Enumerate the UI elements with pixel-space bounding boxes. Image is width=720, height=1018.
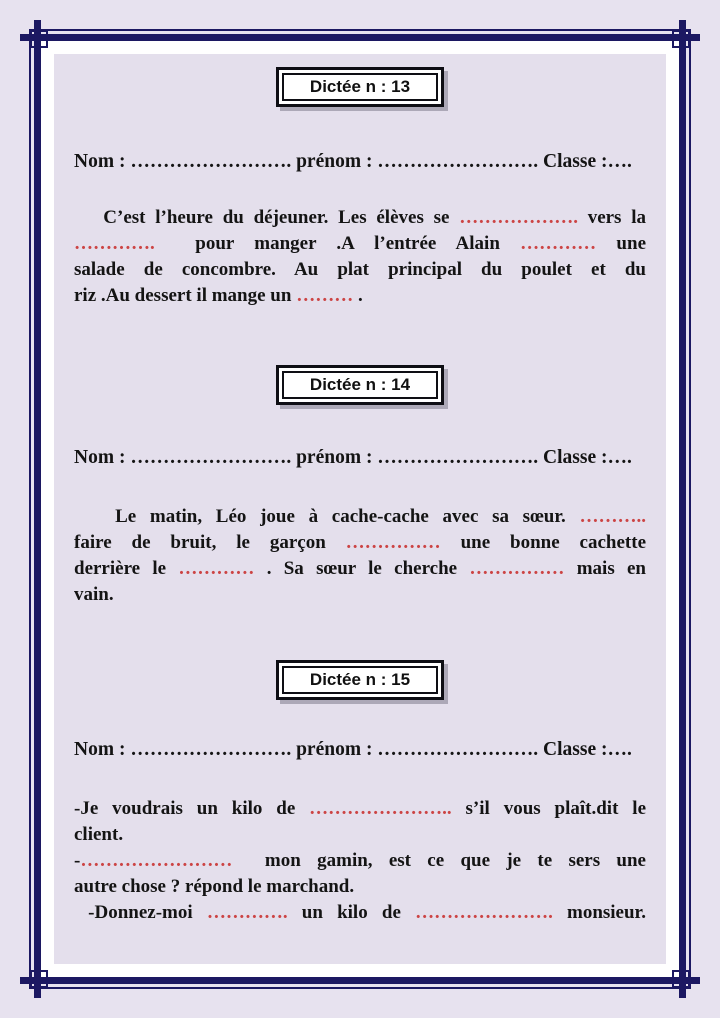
sheet [41,41,679,977]
text-run: pour manger .A l’entrée Alain [154,233,521,254]
dictee-13-title: Dictée n : 13 [282,73,438,101]
text-run: . Sa sœur le cherche [254,558,470,579]
blank-dots: …………… [345,532,441,553]
blank-dots: …………… [469,558,565,579]
text-line [74,530,646,556]
text-line [74,283,646,309]
text-line [74,848,646,874]
text-run: monsieur. [552,902,646,923]
blank-dots: …………………. [415,902,553,923]
text-run: -Donnez-moi [74,902,207,923]
text-run: Le matin, Léo joue à cache-cache avec sa sœur. [74,506,580,527]
blank-dots: …………………… [80,850,233,871]
blank-dots: …………. [206,902,288,923]
paragraph-1 [74,205,646,309]
text-line [74,900,646,926]
text-run: mon gamin, est ce que je te sers une [232,850,646,871]
blank-dots: …………. [74,233,155,254]
text-run: . [353,285,363,306]
text-line [74,205,646,231]
text-run: une bonne cachette [440,532,647,553]
text-line [74,556,646,582]
text-run: salade de concombre. Au plat principal du poulet et du [74,259,646,280]
blank-dots: ………………. [459,207,578,228]
text-line [74,582,646,608]
text-run: client. [74,824,124,845]
dictee-15-title: Dictée n : 15 [282,666,438,694]
dictee-14-title: Dictée n : 14 [282,371,438,399]
blank-dots: ………… [520,233,597,254]
text-run: riz .Au dessert il mange un [74,285,297,306]
text-run: vain. [74,584,114,605]
text-run: -Je voudrais un kilo de [74,798,310,819]
text-run: C’est l’heure du déjeuner. Les élèves se [74,207,460,228]
name-line-3: Nom : ……………………. prénom : ……………………. Classe :…. [74,739,632,760]
dictee-13-title-box [276,67,444,107]
blank-dots: ……… [296,285,354,306]
text-run: faire de bruit, le garçon [74,532,346,553]
blank-dots: ……….. [579,506,646,527]
text-line [74,874,646,900]
text-line [74,822,646,848]
text-line [74,257,646,283]
paragraph-3 [74,796,646,926]
blank-dots: ………… [178,558,255,579]
paragraph-2 [74,504,646,608]
text-run: un kilo de [287,902,416,923]
text-run: - [74,850,81,871]
text-run: s’il vous plaît.dit le [451,798,646,819]
text-run: une [596,233,646,254]
text-run: derrière le [74,558,179,579]
blank-dots: ………………….. [309,798,452,819]
text-run: autre chose ? répond le marchand. [74,876,355,897]
text-run: vers la [577,207,646,228]
text-line [74,231,646,257]
dictee-14-title-box [276,365,444,405]
text-run: mais en [564,558,647,579]
text-line [74,504,646,530]
text-line [74,796,646,822]
content-area [54,54,666,964]
dictee-15-title-box [276,660,444,700]
name-line-2: Nom : ……………………. prénom : ……………………. Classe :…. [74,447,632,468]
name-line-1: Nom : ……………………. prénom : ……………………. Classe :…. [74,151,632,172]
